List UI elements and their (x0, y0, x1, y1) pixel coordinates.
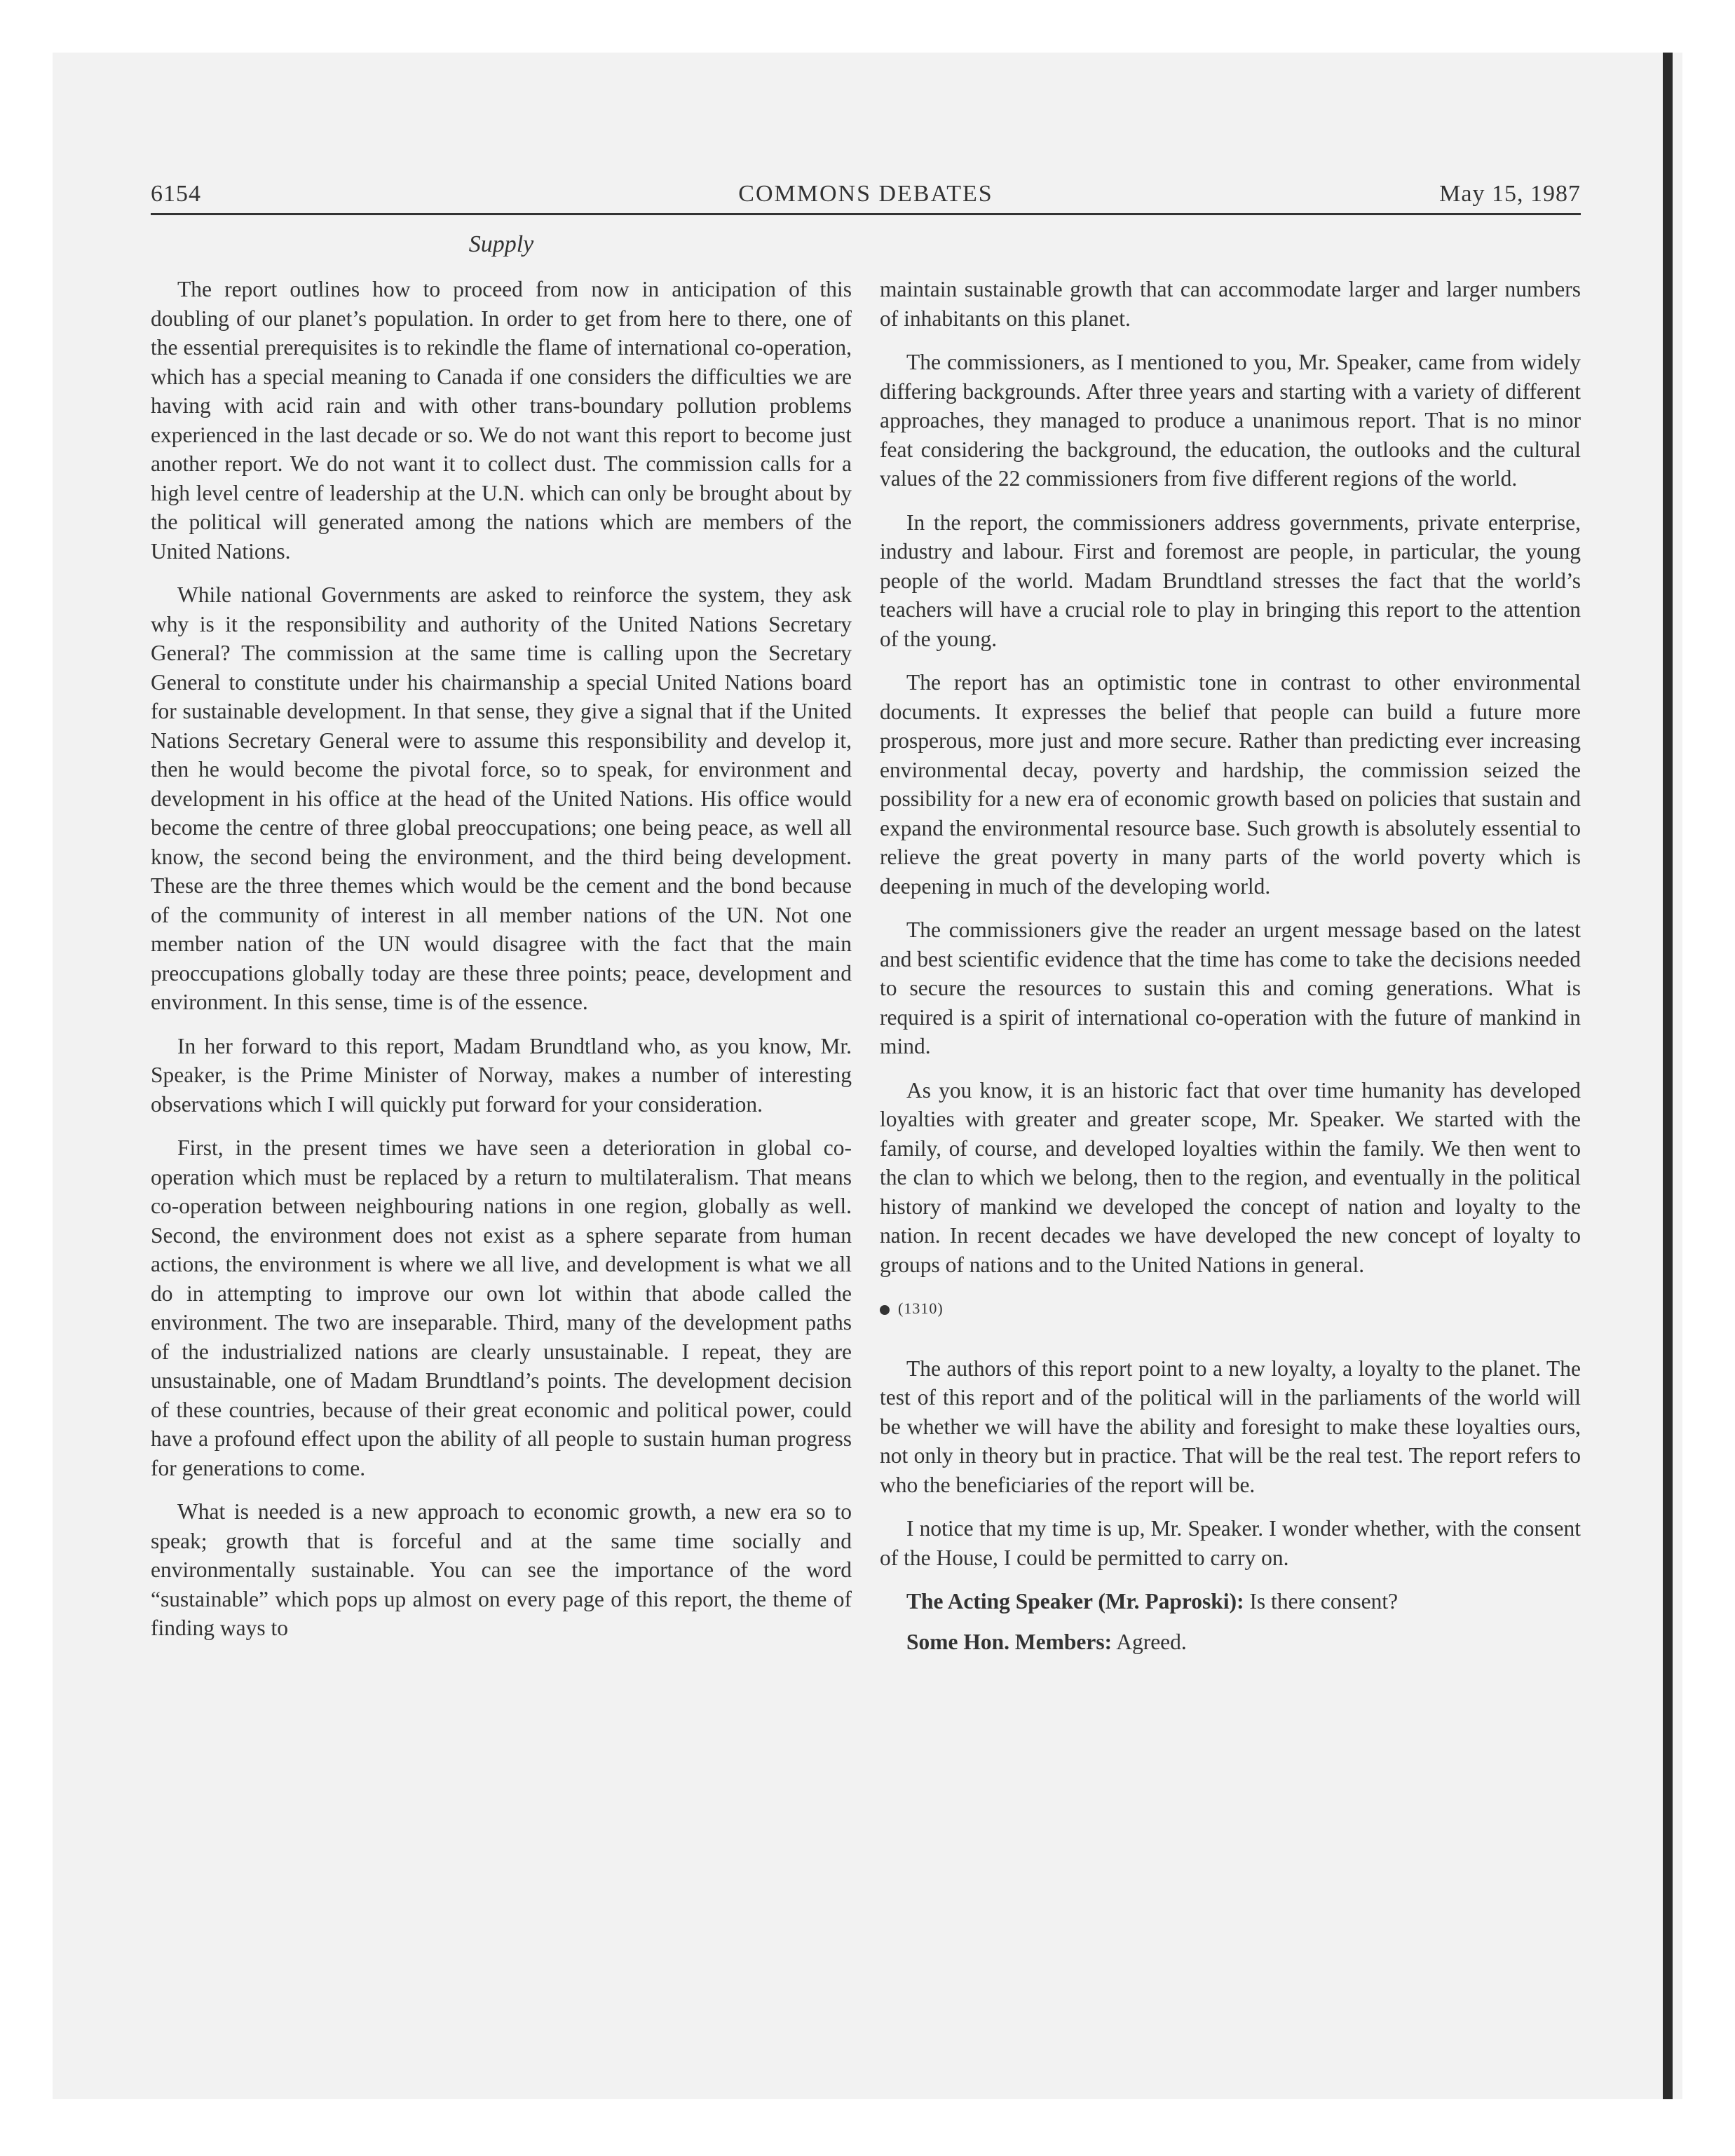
speaker-line (880, 1628, 1581, 1657)
paragraph: While national Governments are asked to reinforce the system, they ask why is it the responsibility and authority of the United Nations Secretary General? The commission at the same time is calling upon the Secretary General to constitute under his chairmanship a special United Nations board for sustainable development. In that sense, they give a signal that if the United Nations Secretary General were to assume this responsibility and develop it, then he would become the pivotal force, so to speak, for environment and development in his office at the head of the United Nations. His office would become the centre of three global preoccupations; one being peace, as well all know, the second being the environment, and the third being development. These are the three themes which would be the cement and the bond because of the community of interest in all member nations of the UN. Not one member nation of the UN would disagree with the fact that the main preoccupations globally today are these three points; peace, development and environment. In this sense, time is of the essence. (151, 582, 852, 1014)
page-number: 6154 (151, 181, 201, 207)
paragraph-continuation: maintain sustainable growth that can accommodate larger and larger numbers of inhabitants on this planet. (880, 277, 1581, 331)
bullet-icon (880, 1305, 890, 1315)
paragraph: I notice that my time is up, Mr. Speaker. I wonder whether, with the consent of the House, I could be permitted to carry on. (880, 1516, 1581, 1570)
speaker-text: Is there consent? (1244, 1589, 1399, 1613)
paragraph: In the report, the commissioners address governments, private enterprise, industry and labour. First and foremost are people, in particular, the young people of the world. Madam Brundtland stresses the fact that the world’s teachers will have a crucial role to play in bringing this report to the attention of the young. (880, 510, 1581, 651)
time-marker-label: (1310) (898, 1299, 944, 1317)
paragraph: The report has an optimistic tone in contrast to other environmental documents. It expresses the belief that people can build a future more prosperous, more just and more secure. Rather than predicting ever increasing environmental decay, poverty and hardship, the commission seized the possibility for a new era of economic growth based on policies that sustain and expand the environmental resource base. Such growth is absolutely essential to relieve the great poverty in many parts of the world poverty which is deepening in much of the developing world. (880, 670, 1581, 899)
paragraph: What is needed is a new approach to economic growth, a new era so to speak; growth that is forceful and at the same time socially and environmentally sustainable. You can see the importance of the word “sustainable” which pops up almost on every page of this report, the theme of finding ways to (151, 1499, 852, 1640)
paragraph: As you know, it is an historic fact that over time humanity has developed loyalties with greater and greater scope, Mr. Speaker. We started with the family, of course, and developed loyalties within the family. We then went to the clan to which we belong, then to the region, and eventually in the political history of mankind we developed the concept of nation and loyalty to the nation. In recent decades we have developed the new concept of loyalty to groups of nations and to the United Nations in general. (880, 1077, 1581, 1277)
page-header (151, 181, 1581, 215)
scan-edge-bar (1663, 53, 1673, 2099)
time-marker (880, 1294, 1581, 1323)
paragraph: First, in the present times we have seen a deterioration in global co-operation which must be replaced by a return to multilateralism. That means co-operation between neighbouring nations in one region, globally as well. Second, the environment does not exist as a sphere separate from human actions, the environment is where we all live, and development is what we all do in attempting to improve our own lot within that abode called the environment. The two are inseparable. Third, many of the development paths of the industrialized nations are clearly unsustainable. I repeat, they are unsustainable, one of Madam Brundtland’s points. The development decision of these countries, because of their great economic and political power, could have a profound effect upon the ability of all people to sustain human progress for generations to come. (151, 1135, 852, 1480)
left-column (151, 275, 852, 1658)
right-column (880, 275, 1581, 1667)
publication-date: May 15, 1987 (1439, 181, 1581, 207)
speaker-name: Some Hon. Members: (906, 1629, 1113, 1654)
section-title: Supply (468, 231, 534, 257)
speaker-name: The Acting Speaker (Mr. Paproski): (906, 1589, 1244, 1613)
publication-title: COMMONS DEBATES (738, 181, 993, 207)
speaker-text: Agreed. (1112, 1629, 1187, 1654)
speaker-line (880, 1587, 1581, 1616)
paragraph: The commissioners give the reader an urgent message based on the latest and best scientific evidence that the time has come to take the decisions needed to secure the resources to sustain this and coming generations. What is required is a spirit of international co-operation with the future of mankind in mind. (880, 917, 1581, 1058)
paragraph: The commissioners, as I mentioned to you, Mr. Speaker, came from widely differing backgrounds. After three years and starting with a variety of different approaches, they managed to produce a unanimous report. That is no minor feat considering the background, the education, the outlooks and the cultural values of the 22 commissioners from five different regions of the world. (880, 350, 1581, 491)
paragraph: In her forward to this report, Madam Brundtland who, as you know, Mr. Speaker, is the Prime Minister of Norway, makes a number of interesting observations which I will quickly put forward for your consideration. (151, 1033, 852, 1117)
paragraph: The authors of this report point to a new loyalty, a loyalty to the planet. The test of this report and of the political will in the parliaments of the world will be whether we will have the ability and foresight to make these loyalties ours, not only in theory but in practice. That will be the real test. The report refers to who the beneficiaries of the report will be. (880, 1356, 1581, 1497)
paragraph: The report outlines how to proceed from now in anticipation of this doubling of our planet’s population. In order to get from here to there, one of the essential prerequisites is to rekindle the flame of international co-operation, which has a special meaning to Canada if one considers the difficulties we are having with acid rain and with other trans-boundary pollution problems experienced in the last decade or so. We do not want this report to become just another report. We do not want it to collect dust. The commission calls for a high level centre of leadership at the U.N. which can only be brought about by the political will generated among the nations which are members of the United Nations. (151, 277, 852, 564)
